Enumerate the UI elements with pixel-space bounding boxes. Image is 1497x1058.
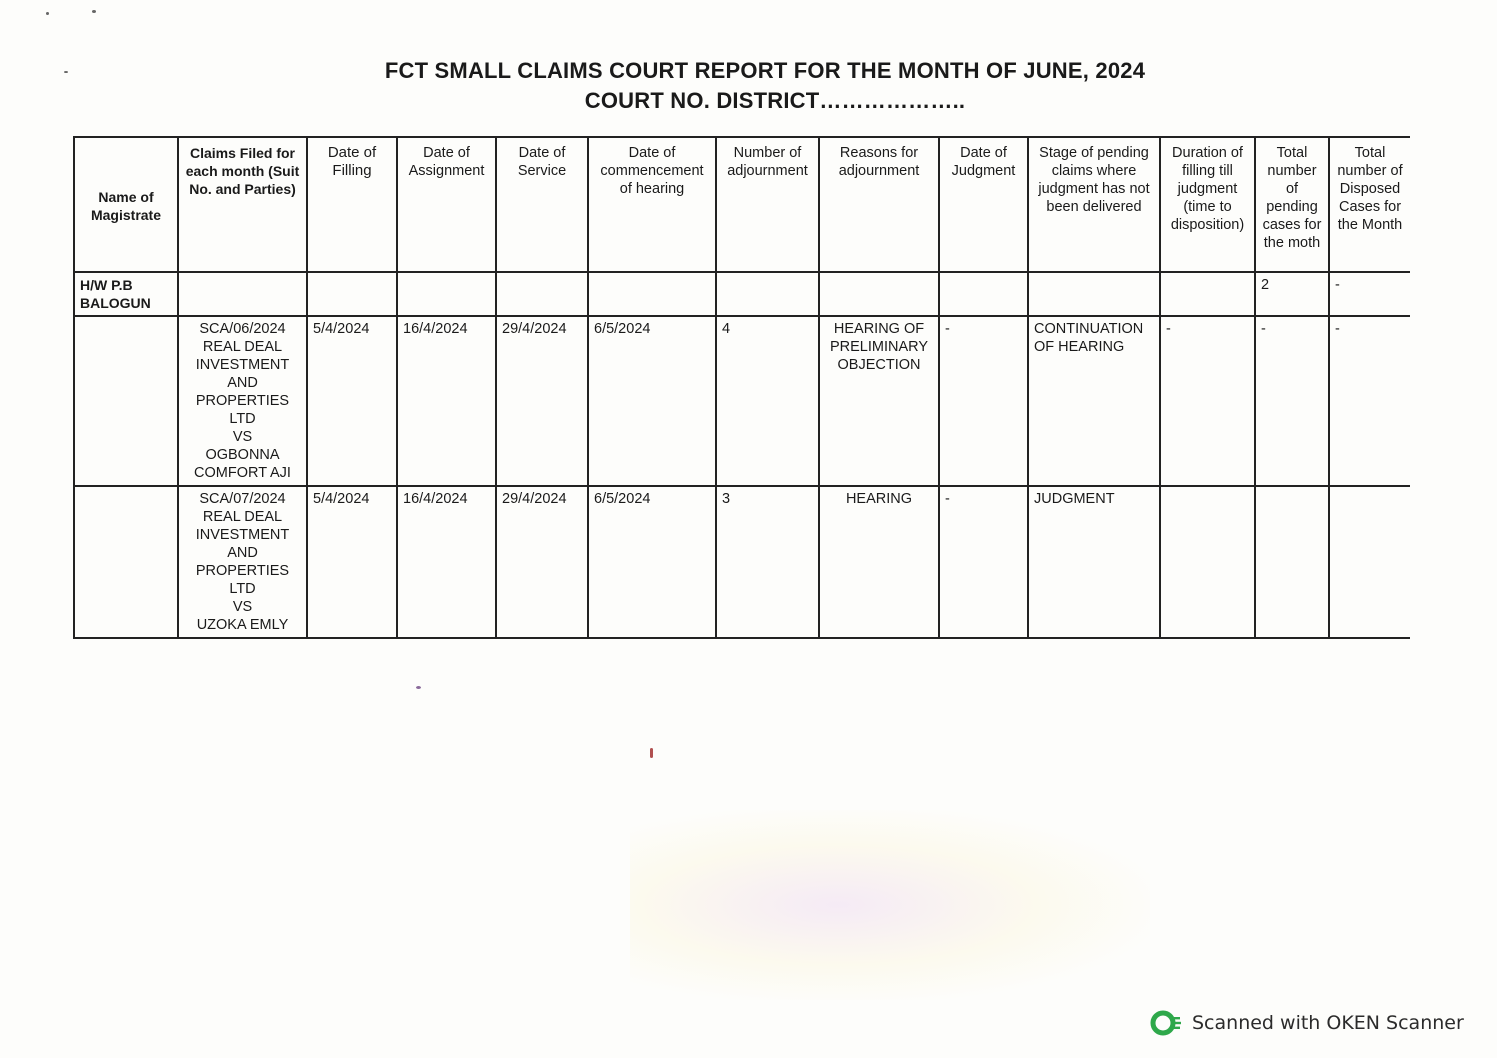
stage-cell: [1028, 316, 1160, 486]
date-service-cell: 29/4/2024: [496, 486, 588, 638]
claim-line: REAL DEAL: [202, 509, 283, 525]
claim-line: AND: [227, 375, 258, 391]
scanner-watermark: [1150, 1009, 1464, 1037]
claim-line: LTD: [229, 581, 256, 597]
magistrate-total-disposed: -: [1329, 272, 1410, 316]
pending-cell: -: [1255, 316, 1329, 486]
table-cell: [307, 272, 397, 316]
date-commencement-cell: 6/5/2024: [588, 486, 716, 638]
magistrate-name: [74, 272, 178, 316]
table-cell: [819, 272, 939, 316]
stage-line: CONTINUATION: [1034, 321, 1144, 337]
date-commencement-cell: 6/5/2024: [588, 316, 716, 486]
stage-line: OF HEARING: [1034, 339, 1125, 355]
reasons-cell: [819, 316, 939, 486]
claim-cell: [178, 316, 307, 486]
claim-line: OGBONNA: [205, 447, 280, 463]
table-cell: [1160, 272, 1255, 316]
date-assignment-cell: 16/4/2024: [397, 316, 496, 486]
report-table: [73, 136, 1410, 639]
claim-line: COMFORT AJI: [194, 465, 291, 481]
claim-line: VS: [232, 429, 253, 445]
date-judgment-cell: -: [939, 486, 1028, 638]
reason-line: HEARING OF: [833, 321, 925, 337]
report-title-line1: FCT SMALL CLAIMS COURT REPORT FOR THE MONTH OF JUNE, 2024: [384, 58, 1146, 83]
table-cell: [496, 272, 588, 316]
reason-line: PRELIMINARY: [829, 339, 929, 355]
adjournments-cell: 4: [716, 316, 819, 486]
stage-line: JUDGMENT: [1034, 491, 1115, 507]
table-cell: [74, 316, 178, 486]
header-total-disposed: Total number of Disposed Cases for the Month: [1329, 137, 1410, 272]
magistrate-total-pending: 2: [1255, 272, 1329, 316]
claim-line: VS: [232, 599, 253, 615]
claim-line: PROPERTIES: [195, 393, 290, 409]
header-adjournments: Number of adjournment: [716, 137, 819, 272]
table-cell: [1028, 272, 1160, 316]
magistrate-name-line1: H/W P.B: [80, 277, 133, 293]
date-judgment-cell: -: [939, 316, 1028, 486]
date-service-cell: 29/4/2024: [496, 316, 588, 486]
table-row: [74, 486, 1410, 638]
claim-line: REAL DEAL: [202, 339, 283, 355]
pending-cell: [1255, 486, 1329, 638]
reason-line: OBJECTION: [837, 357, 921, 373]
claim-line: LTD: [229, 411, 256, 427]
magistrate-row: [74, 272, 1410, 316]
header-date-assignment: Date of Assignment: [397, 137, 496, 272]
claim-line: PROPERTIES: [195, 563, 290, 579]
table-cell: [74, 486, 178, 638]
header-claims-filed: Claims Filed for each month (Suit No. and Parties): [178, 137, 307, 272]
table-cell: [716, 272, 819, 316]
reasons-cell: [819, 486, 939, 638]
header-date-filing: Date of Filling: [307, 137, 397, 272]
magistrate-name-line2: BALOGUN: [80, 295, 151, 311]
table-cell: [588, 272, 716, 316]
header-magistrate: Name of Magistrate: [74, 137, 178, 272]
report-title: [300, 56, 1230, 116]
stage-cell: [1028, 486, 1160, 638]
header-reasons: Reasons for adjournment: [819, 137, 939, 272]
claim-line: INVESTMENT: [195, 357, 290, 373]
table-cell: [939, 272, 1028, 316]
table-row: [74, 316, 1410, 486]
oken-scanner-logo-icon: [1150, 1009, 1182, 1037]
scan-smudge: [630, 810, 1150, 1000]
claim-line: SCA/07/2024: [199, 491, 286, 507]
claim-line: SCA/06/2024: [199, 321, 286, 337]
header-date-commencement: Date of commencement of hearing: [588, 137, 716, 272]
adjournments-cell: 3: [716, 486, 819, 638]
header-date-judgment: Date of Judgment: [939, 137, 1028, 272]
scanner-watermark-text: Scanned with OKEN Scanner: [1192, 1012, 1464, 1034]
reason-line: HEARING: [845, 491, 913, 507]
date-filing-cell: 5/4/2024: [307, 316, 397, 486]
header-date-service: Date of Service: [496, 137, 588, 272]
header-duration: Duration of filling till judgment (time to disposition): [1160, 137, 1255, 272]
header-stage: Stage of pending claims where judgment has not been delivered: [1028, 137, 1160, 272]
table-cell: [397, 272, 496, 316]
duration-cell: [1160, 486, 1255, 638]
claim-line: UZOKA EMLY: [196, 617, 289, 633]
date-assignment-cell: 16/4/2024: [397, 486, 496, 638]
claim-line: INVESTMENT: [195, 527, 290, 543]
date-filing-cell: 5/4/2024: [307, 486, 397, 638]
disposed-cell: -: [1329, 316, 1410, 486]
claim-line: AND: [227, 545, 258, 561]
header-total-pending: Total number of pending cases for the moth: [1255, 137, 1329, 272]
table-cell: [178, 272, 307, 316]
report-title-line2: COURT NO. DISTRICT………………..: [584, 88, 966, 113]
disposed-cell: [1329, 486, 1410, 638]
duration-cell: -: [1160, 316, 1255, 486]
claim-cell: [178, 486, 307, 638]
header-row: [74, 137, 1410, 272]
